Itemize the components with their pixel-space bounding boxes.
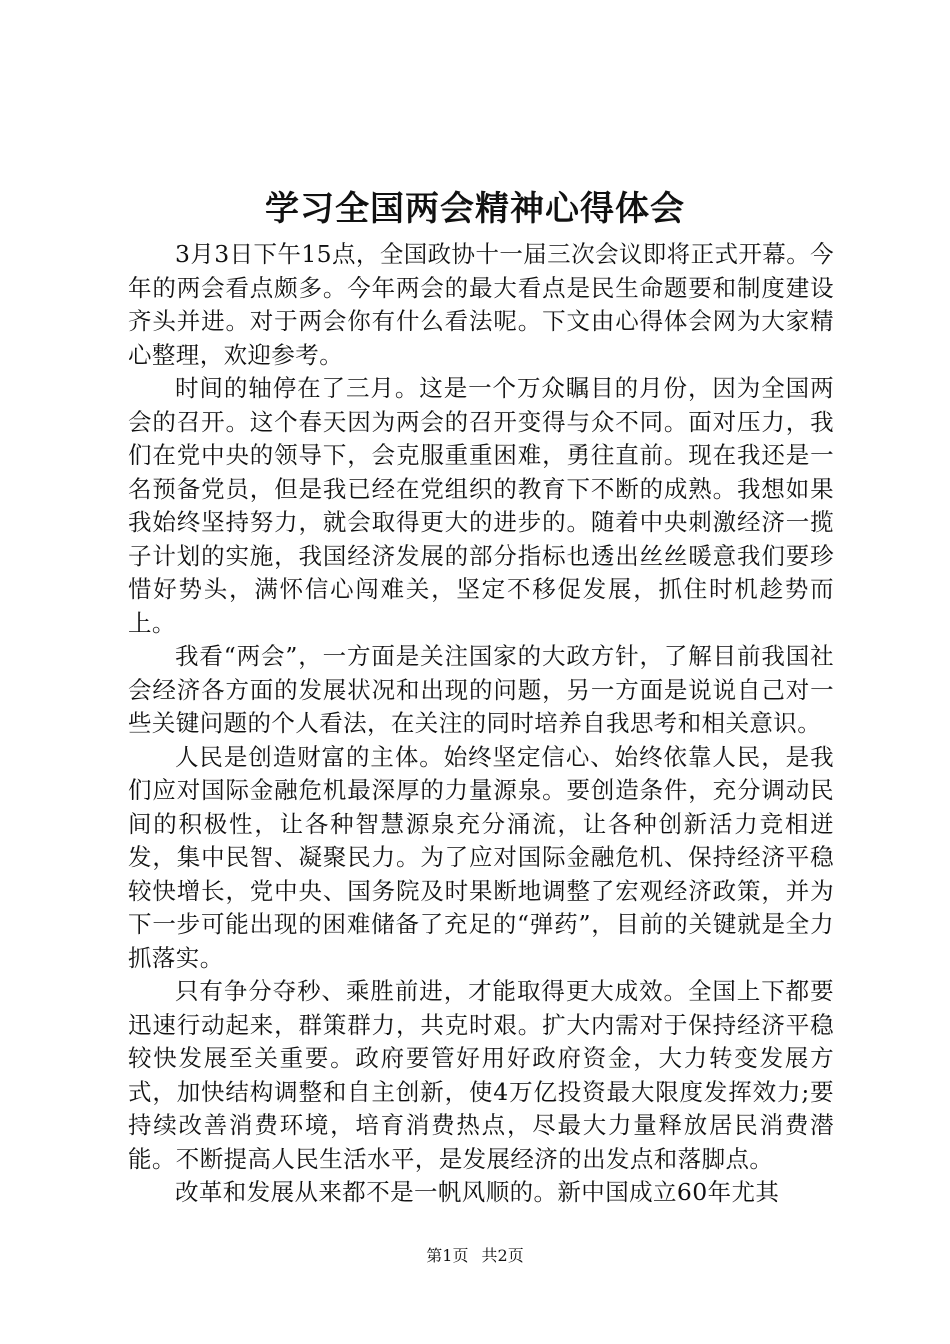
paragraph: 3月3日下午15点，全国政协十一届三次会议即将正式开幕。今年的两会看点颇多。今年两会的最大看点是民生命题要和制度建设齐头并进。对于两会你有什么看法呢。下文由心得体会网为大家精心整理，欢迎参考。 bbox=[128, 240, 834, 369]
paragraph: 人民是创造财富的主体。始终坚定信心、始终依靠人民，是我们应对国际金融危机最深厚的力量源泉。要创造条件，充分调动民间的积极性，让各种智慧源泉充分涌流，让各种创新活力竞相迸发，集中民智、凝聚民力。为了应对国际金融危机、保持经济平稳较快增长，党中央、国务院及时果断地调整了宏观经济政策，并为下一步可能出现的困难储备了充足的“弹药”，目前的关键就是全力抓落实。 bbox=[128, 742, 834, 972]
page-total: 共2页 bbox=[481, 1246, 524, 1265]
page-number: 第1页 bbox=[426, 1246, 469, 1265]
paragraph: 时间的轴停在了三月。这是一个万众瞩目的月份，因为全国两会的召开。这个春天因为两会的召开变得与众不同。面对压力，我们在党中央的领导下，会克服重重困难，勇往直前。现在我还是一名预备党员，但是我已经在党组织的教育下不断的成熟。我想如果我始终坚持努力，就会取得更大的进步的。随着中央刺激经济一揽子计划的实施，我国经济发展的部分指标也透出丝丝暖意我们要珍惜好势头，满怀信心闯难关，坚定不移促发展，抓住时机趁势而上。 bbox=[128, 374, 834, 637]
document-body bbox=[128, 238, 834, 1210]
document-title: 学习全国两会精神心得体会 bbox=[265, 189, 685, 229]
page-footer bbox=[0, 1244, 950, 1268]
paragraph: 改革和发展从来都不是一帆风顺的。新中国成立60年尤其 bbox=[175, 1178, 780, 1206]
paragraph: 只有争分夺秒、乘胜前进，才能取得更大成效。全国上下都要迅速行动起来，群策群力，共克时艰。扩大内需对于保持经济平稳较快发展至关重要。政府要管好用好政府资金，大力转变发展方式，加快结构调整和自主创新，使4万亿投资最大限度发挥效力;要持续改善消费环境，培育消费热点，尽最大力量释放居民消费潜能。不断提高人民生活水平，是发展经济的出发点和落脚点。 bbox=[128, 977, 834, 1173]
paragraph: 我看“两会”，一方面是关注国家的大政方针，了解目前我国社会经济各方面的发展状况和出现的问题，另一方面是说说自己对一些关键问题的个人看法，在关注的同时培养自我思考和相关意识。 bbox=[128, 642, 834, 737]
